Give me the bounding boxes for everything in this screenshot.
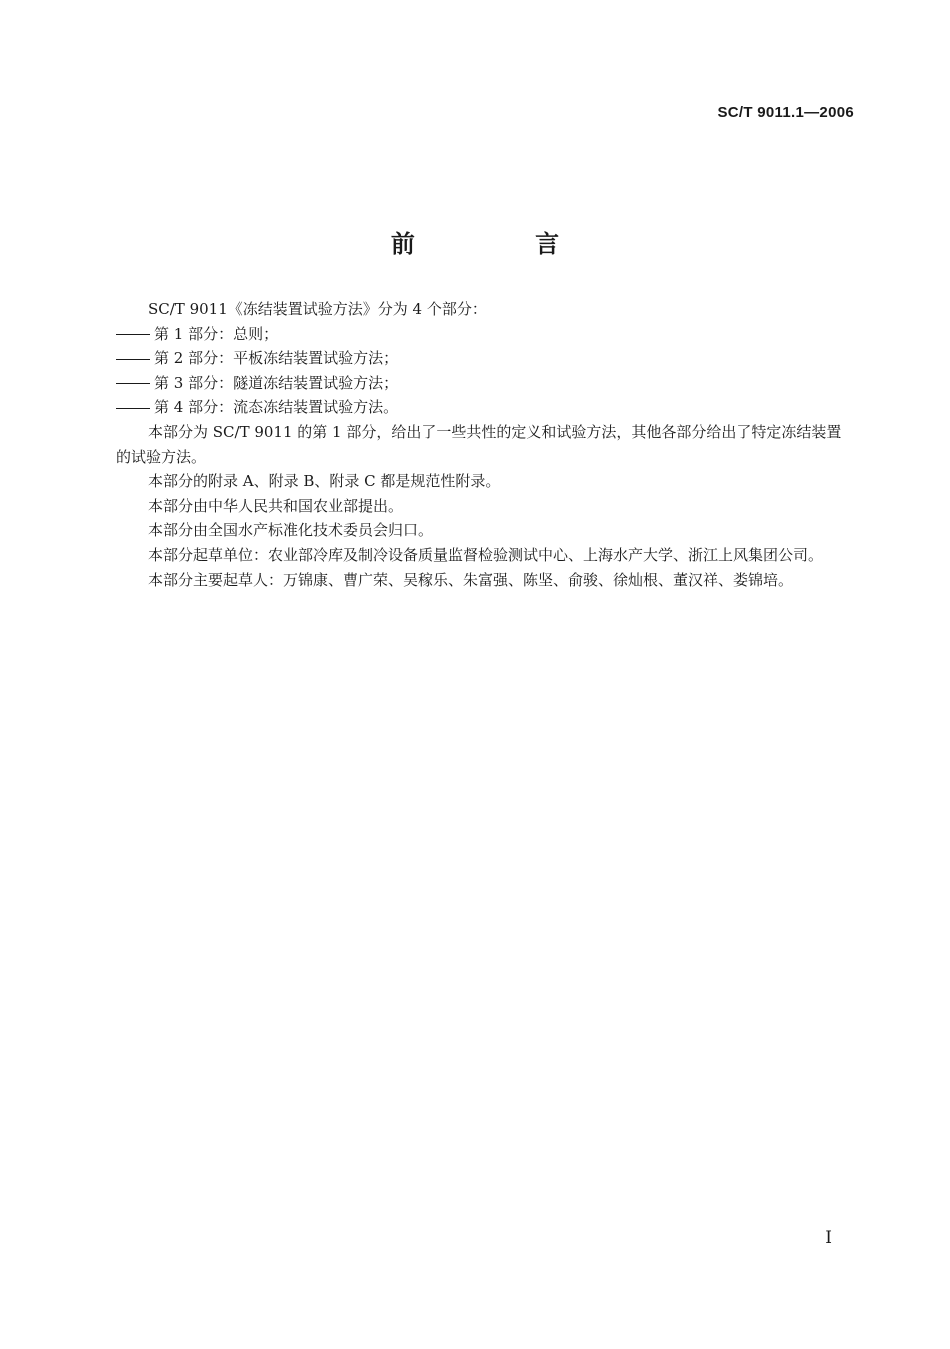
dash-mark bbox=[116, 408, 150, 409]
part-label: 第 1 部分：总则； bbox=[154, 324, 279, 343]
scope-paragraph: 本部分为 SC/T 9011 的第 1 部分，给出了一些共性的定义和试验方法，其他各部分给出了特定冻结装置的试验方法。 bbox=[116, 422, 842, 466]
dash-mark bbox=[116, 383, 150, 384]
proposed-by-paragraph: 本部分由中华人民共和国农业部提出。 bbox=[148, 496, 404, 515]
part-list-item bbox=[116, 322, 856, 347]
centralized-by-paragraph: 本部分由全国水产标准化技术委员会归口。 bbox=[148, 521, 434, 540]
part-label: 第 4 部分：流态冻结装置试验方法。 bbox=[154, 398, 399, 417]
dash-mark bbox=[116, 359, 150, 360]
part-list-item bbox=[116, 395, 856, 420]
part-label: 第 3 部分：隧道冻结装置试验方法； bbox=[154, 373, 399, 392]
standard-code: SC/T 9011.1—2006 bbox=[717, 104, 854, 121]
annexes-paragraph: 本部分的附录 A、附录 B、附录 C 都是规范性附录。 bbox=[148, 472, 501, 491]
page-title: 前 言 bbox=[390, 230, 616, 258]
drafters-paragraph: 本部分主要起草人：万锦康、曹广荣、吴稼乐、朱富强、陈坚、俞骏、徐灿根、董汉祥、娄锦培。 bbox=[148, 570, 794, 589]
part-list-item bbox=[116, 371, 856, 396]
page-number: I bbox=[825, 1228, 832, 1248]
part-list-item bbox=[116, 346, 856, 371]
part-label: 第 2 部分：平板冻结装置试验方法； bbox=[154, 349, 399, 368]
drafting-units-paragraph: 本部分起草单位：农业部冷库及制冷设备质量监督检验测试中心、上海水产大学、浙江上风集团公司。 bbox=[148, 545, 824, 564]
foreword-body bbox=[116, 297, 856, 592]
intro-paragraph: SC/T 9011《冻结装置试验方法》分为 4 个部分： bbox=[148, 300, 487, 318]
dash-mark bbox=[116, 334, 150, 335]
